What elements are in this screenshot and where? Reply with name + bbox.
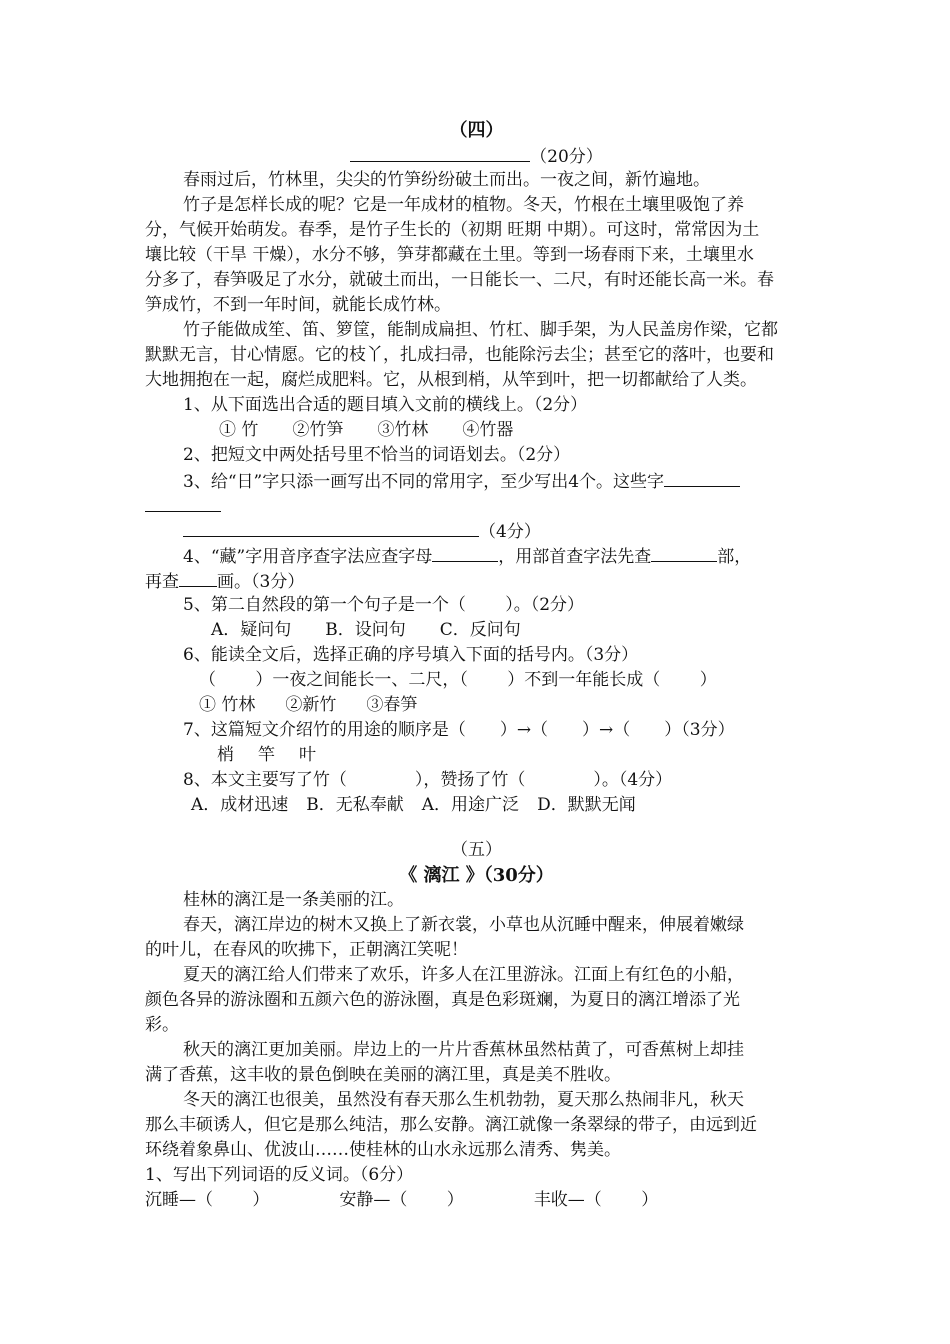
question-4-continue	[145, 568, 808, 593]
question-4	[145, 543, 808, 568]
s5-paragraph-5	[145, 1088, 808, 1163]
option: B．无私奉献	[306, 795, 404, 815]
question-8-options	[145, 793, 808, 818]
s5-paragraph-2	[145, 913, 808, 963]
question-3-text: 3、给“日”字只添一画写出不同的常用字，至少写出4个。这些字	[183, 472, 665, 492]
section5-number: （五）	[451, 840, 502, 860]
question-4-text: 部，	[717, 547, 752, 567]
question-4-text: ，用部首查字法先查	[498, 547, 652, 567]
s4-paragraph-2	[145, 193, 808, 318]
answer-blank[interactable]	[183, 518, 479, 537]
s4-p2-line: 分多了，春笋吸足了水分，就破土而出，一日能长一、二尺，有时还能长高一米。春	[145, 270, 774, 290]
s5-p3-line: 夏天的漓江给人们带来了欢乐，许多人在江里游泳。江面上有红色的小船，	[183, 965, 744, 985]
question-6: 6、能读全文后，选择正确的序号填入下面的括号内。（3分）	[183, 645, 639, 665]
question-1-options	[145, 418, 808, 443]
s5-p3-line: 彩。	[145, 1015, 179, 1035]
s4-p3-line: 默默无言，甘心情愿。它的枝丫，扎成扫帚，也能除污去尘；甚至它的落叶，也要和	[145, 345, 774, 365]
answer-blank[interactable]	[432, 543, 498, 562]
option: A．疑问句	[211, 620, 292, 640]
s4-paragraph-3	[145, 318, 808, 393]
section4-number: （四）	[449, 120, 504, 141]
option: ②新竹	[285, 695, 337, 715]
exam-page	[145, 118, 808, 1213]
question-6-options	[145, 693, 808, 718]
section4-score: （20分）	[530, 147, 603, 167]
question-4-text: 4、“藏”字用音序查字法应查字母	[183, 547, 433, 567]
option: ④竹器	[462, 420, 514, 440]
option: ②竹笋	[292, 420, 344, 440]
s4-paragraph-1: 春雨过后，竹林里，尖尖的竹笋纷纷破土而出。一夜之间，新竹遍地。	[183, 170, 710, 190]
question-6-blanks: （ ）一夜之间能长一、二尺，（ ）不到一年能长成（ ）	[199, 670, 717, 690]
s5-paragraph-3	[145, 963, 808, 1038]
question-4-text: 再查	[145, 572, 179, 592]
question-8: 8、本文主要写了竹（ ），赞扬了竹（ ）。（4分）	[183, 770, 673, 790]
s5-p2-line: 的叶儿，在春风的吹拂下，正朝漓江笑呢！	[145, 940, 468, 960]
option: D．默默无闻	[537, 795, 636, 815]
option: 叶	[299, 745, 316, 765]
option: A．成材迅速	[191, 795, 289, 815]
s4-p3-line: 竹子能做成笙、笛、箩筐，能制成扁担、竹杠、脚手架，为人民盖房作梁，它都	[183, 320, 778, 340]
s5-p4-line: 满了香蕉，这丰收的景色倒映在美丽的漓江里，真是美不胜收。	[145, 1065, 621, 1085]
s5-p2-line: 春天，漓江岸边的树木又换上了新衣裳，小草也从沉睡中醒来，伸展着嫩绿	[183, 915, 744, 935]
s4-p3-line: 大地拥抱在一起，腐烂成肥料。它，从根到梢，从竿到叶，把一切都献给了人类。	[145, 370, 757, 390]
option: 梢	[217, 745, 234, 765]
option: ③竹林	[377, 420, 429, 440]
option: ③春笋	[366, 695, 418, 715]
question-5: 5、第二自然段的第一个句子是一个（ ）。（2分）	[183, 595, 585, 615]
option: 竿	[258, 745, 275, 765]
question-3-answer-line	[145, 518, 808, 543]
answer-blank[interactable]	[179, 568, 217, 587]
s5-paragraph-1: 桂林的漓江是一条美丽的江。	[183, 890, 404, 910]
question-5-options	[145, 618, 808, 643]
antonym-item: 丰收—（ ）	[533, 1190, 659, 1210]
answer-blank[interactable]	[651, 543, 717, 562]
s5-p5-line: 环绕着象鼻山、优波山……使桂林的山水永远那么清秀、隽美。	[145, 1140, 621, 1160]
option: B．设问句	[325, 620, 406, 640]
s4-p2-line: 竹子是怎样长成的呢？它是一年成材的植物。冬天，竹根在土壤里吸饱了养	[183, 195, 744, 215]
answer-blank[interactable]	[664, 468, 740, 487]
question-1: 1、从下面选出合适的题目填入文前的横线上。（2分）	[183, 395, 588, 415]
s5-p5-line: 那么丰硕诱人，但它是那么纯洁，那么安静。漓江就像一条翠绿的带子，由远到近	[145, 1115, 757, 1135]
option: ① 竹林	[199, 695, 256, 715]
s5-paragraph-4	[145, 1038, 808, 1088]
question-4-text: 画。（3分）	[217, 572, 305, 592]
question-3	[145, 468, 808, 493]
question-3-score: （4分）	[479, 522, 541, 542]
s5-p4-line: 秋天的漓江更加美丽。岸边上的一片片香蕉林虽然枯黄了，可香蕉树上却挂	[183, 1040, 744, 1060]
question-7-options	[145, 743, 808, 768]
question-2: 2、把短文中两处括号里不恰当的词语划去。（2分）	[183, 445, 571, 465]
option: ① 竹	[219, 420, 259, 440]
s4-p2-line: 壤比较（干旱 干燥），水分不够，笋芽都藏在土里。等到一场春雨下来，土壤里水	[145, 245, 754, 265]
title-blank[interactable]	[350, 143, 530, 162]
question-3-continue	[145, 493, 808, 518]
option: C．反问句	[439, 620, 521, 640]
section5-title: 《 漓江 》（30分）	[399, 865, 554, 886]
s4-p2-line: 笋成竹，不到一年时间，就能长成竹林。	[145, 295, 451, 315]
s5-p5-line: 冬天的漓江也很美，虽然没有春天那么生机勃勃，夏天那么热闹非凡，秋天	[183, 1090, 744, 1110]
s5-p3-line: 颜色各异的游泳圈和五颜六色的游泳圈，真是色彩斑斓，为夏日的漓江增添了光	[145, 990, 740, 1010]
s5-question-1-items	[145, 1188, 808, 1213]
s4-p2-line: 分，气候开始萌发。春季，是竹子生长的（初期 旺期 中期）。可这时，常常因为土	[145, 220, 760, 240]
s5-question-1: 1、写出下列词语的反义词。（6分）	[145, 1165, 414, 1185]
antonym-item: 沉睡—（ ）	[145, 1190, 270, 1210]
antonym-item: 安静—（ ）	[339, 1190, 464, 1210]
option: A．用途广泛	[421, 795, 520, 815]
section4-title-line	[145, 143, 808, 168]
answer-blank[interactable]	[145, 493, 221, 512]
question-7: 7、这篇短文介绍竹的用途的顺序是（ ）→（ ）→（ ）（3分）	[183, 720, 735, 740]
